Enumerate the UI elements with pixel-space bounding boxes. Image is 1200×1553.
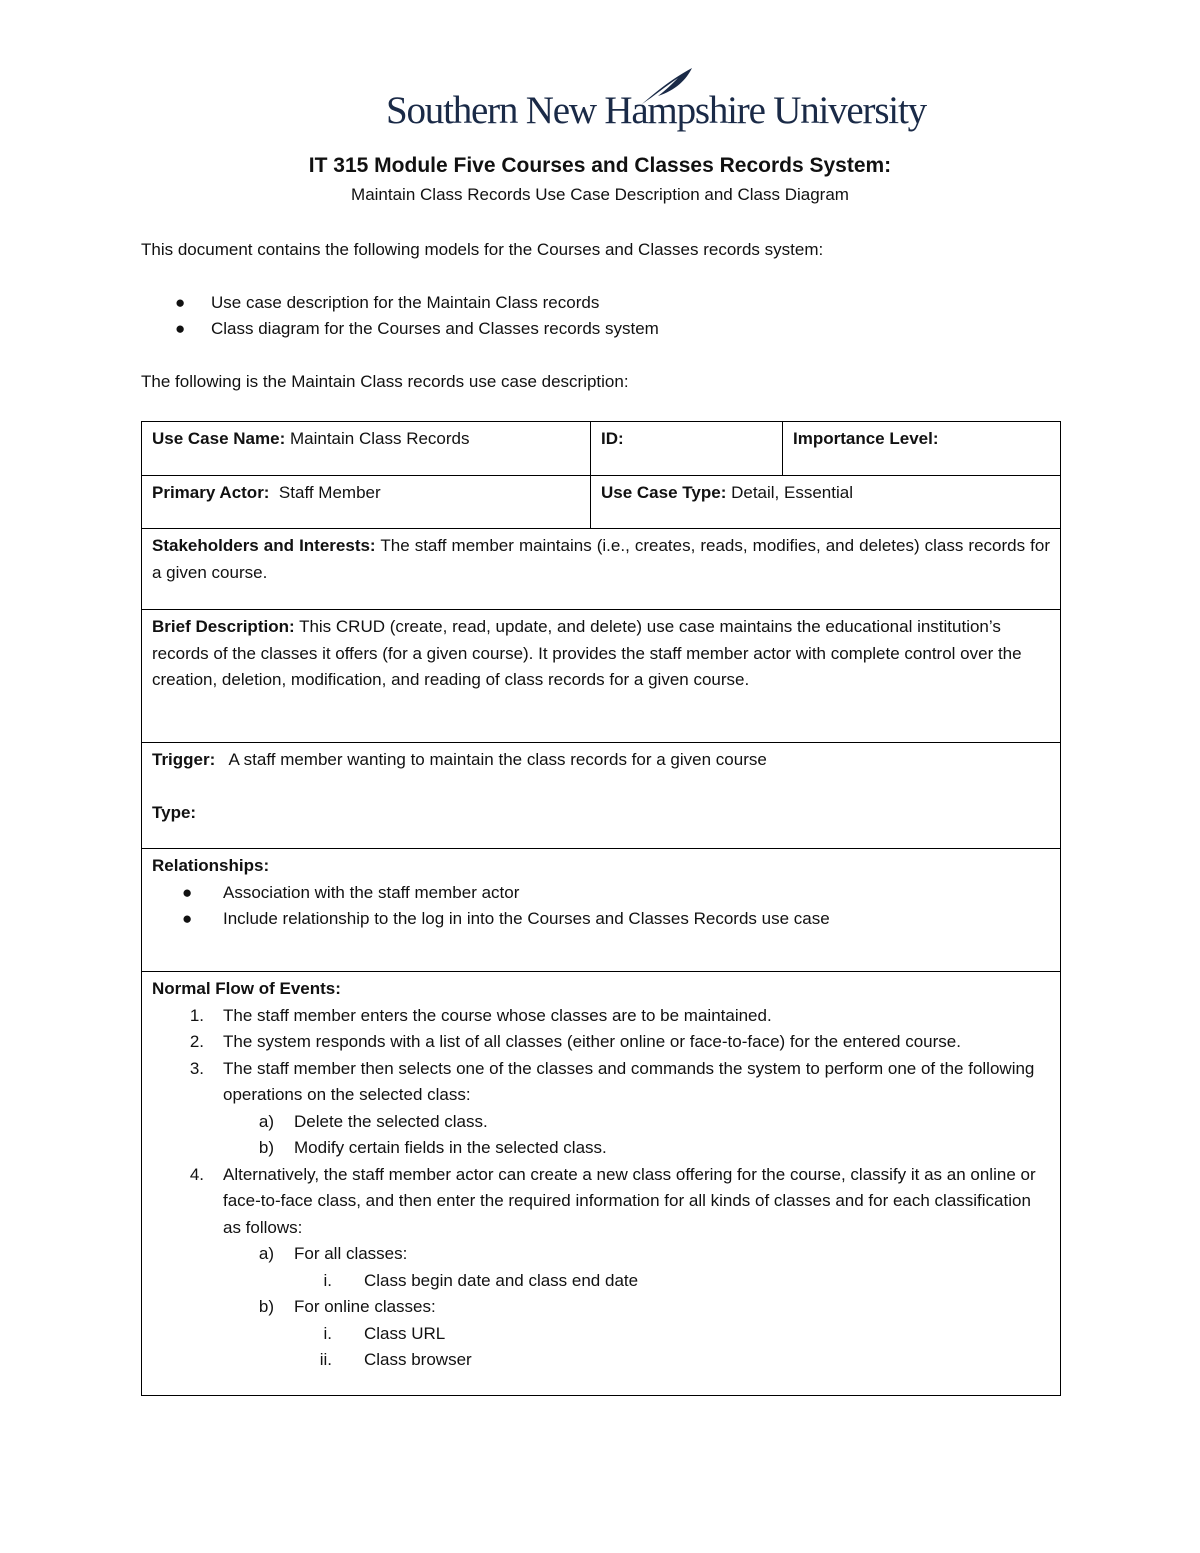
use-case-name-cell: Use Case Name: Maintain Class Records: [142, 422, 591, 476]
primary-actor-cell: Primary Actor: Staff Member: [142, 476, 591, 529]
importance-cell: Importance Level:: [783, 422, 1061, 476]
list-item: ii. Class browser: [319, 1350, 472, 1369]
list-item: ● Association with the staff member actor: [152, 880, 1050, 907]
list-item: ● Include relationship to the log in into the Courses and Classes Records use case: [152, 906, 1050, 933]
list-item: b) For online classes:: [258, 1297, 436, 1316]
list-item: i. Class begin date and class end date: [323, 1270, 639, 1290]
bullet-icon: ●: [175, 293, 186, 312]
list-item: 2. The system responds with a list of all classes (either online or face-to-face) for the entered course.: [189, 1032, 961, 1051]
list-item: ● Use case description for the Maintain Class records: [175, 293, 600, 312]
intro-paragraph: This document contains the following models for the Courses and Classes records system:: [141, 240, 824, 259]
id-cell: ID:: [591, 422, 783, 476]
bullet-icon: ●: [182, 909, 193, 928]
table-row: [142, 529, 1061, 610]
use-case-table: [141, 421, 1061, 1396]
page-subtitle: Maintain Class Records Use Case Description and Class Diagram: [351, 185, 849, 204]
bullet-icon: ●: [182, 882, 193, 902]
table-intro: The following is the Maintain Class records use case description:: [141, 372, 629, 391]
university-logo: [386, 66, 926, 138]
table-row: [142, 610, 1061, 743]
list-item: b) Modify certain fields in the selected class.: [258, 1138, 607, 1157]
list-item: a) For all classes:: [258, 1244, 408, 1263]
list-item: a) Delete the selected class.: [258, 1111, 488, 1131]
list-item: 4. Alternatively, the staff member actor can create a new class offering for the course, classify it as an online or face-to-face class, and then enter the required information for all kinds of classes and for each classification as follows:: [189, 1164, 1036, 1237]
logo-text: Southern New Hampshire University: [386, 89, 926, 132]
stakeholders-cell: Stakeholders and Interests: The staff member maintains (i.e., creates, reads, modifies, and deletes) class records for a given course.: [142, 529, 1061, 610]
table-row: [142, 422, 1061, 476]
table-row: [142, 972, 1061, 1396]
table-row: [142, 849, 1061, 972]
table-row: [142, 476, 1061, 529]
page-title: IT 315 Module Five Courses and Classes Records System:: [308, 154, 892, 177]
trigger-cell: Trigger: A staff member wanting to maintain the class records for a given course Type:: [142, 743, 1061, 849]
normal-flow-cell: Normal Flow of Events: 1. The staff member enters the course whose classes are to be maintained. 2. The system responds with a list of all classes (either online or face-to-face) for the entered course. 3. The staff member then selects one of the classes and commands the system to perform one of the following operations on the selected class: a) Delete the selected class. b) Modify certain fields in the selected class. 4. Alternatively, the staff member actor can create a new class offering for the course, classify it as an online or face-to-face class, and then enter the required information for all kinds of classes and for each classification as follows: a) For all classes: i. Class begin date and class end date b) For online classes: i. Class URL ii. Class browser: [142, 972, 1061, 1396]
brief-description-cell: Brief Description: This CRUD (create, read, update, and delete) use case maintains the educational institution’s records of the classes it offers (for a given course). It provides the staff member actor with complete control over the creation, deletion, modification, and reading of class records for a given course.: [142, 610, 1061, 743]
trigger-type-label: Type:: [152, 802, 197, 822]
list-item: ● Class diagram for the Courses and Classes records system: [175, 319, 659, 338]
list-item: i. Class URL: [323, 1323, 446, 1343]
table-row: [142, 743, 1061, 849]
bullet-icon: ●: [175, 319, 186, 338]
use-case-type-cell: Use Case Type: Detail, Essential: [591, 476, 1061, 529]
list-item: 1. The staff member enters the course whose classes are to be maintained.: [189, 1005, 772, 1025]
relationships-cell: Relationships: ● Association with the staff member actor ● Include relationship to the log in into the Courses and Classes Records use case: [142, 849, 1061, 972]
list-item: 3. The staff member then selects one of the classes and commands the system to perform one of the following operations on the selected class:: [189, 1058, 1035, 1104]
